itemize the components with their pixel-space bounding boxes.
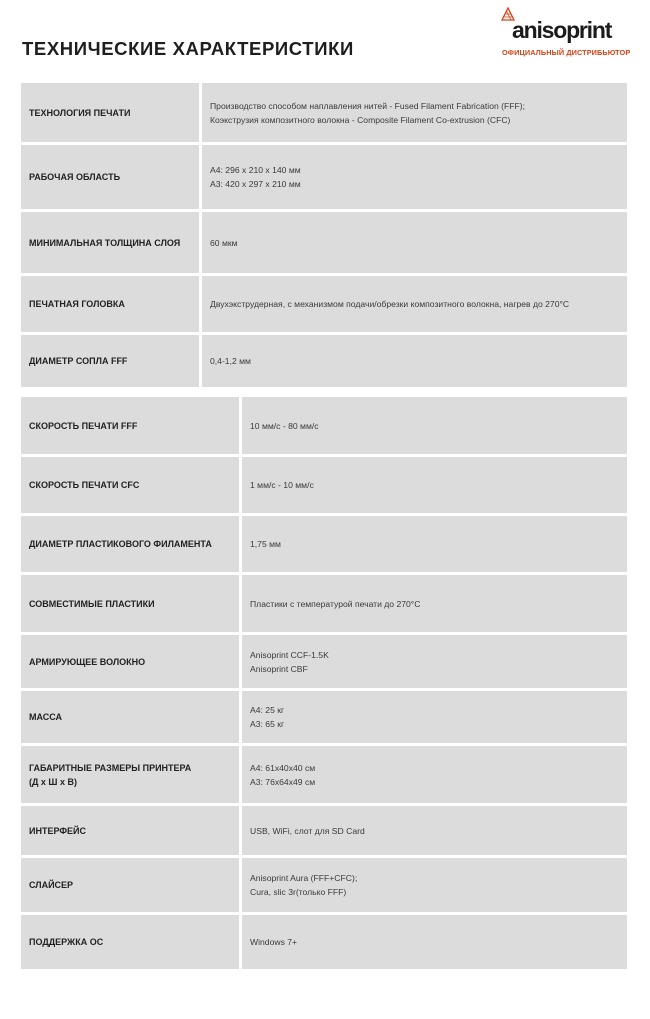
spec-row (21, 575, 627, 635)
spec-label: ГАБАРИТНЫЕ РАЗМЕРЫ ПРИНТЕРА (Д x Ш x В) (21, 746, 239, 803)
spec-label: АРМИРУЮЩЕЕ ВОЛОКНО (21, 635, 239, 688)
specs-table-1 (21, 83, 627, 390)
spec-value: A4: 296 x 210 x 140 мм A3: 420 x 297 x 210 мм (202, 145, 627, 209)
spec-label: ДИАМЕТР ПЛАСТИКОВОГО ФИЛАМЕНТА (21, 516, 239, 572)
spec-label: ИНТЕРФЕЙС (21, 806, 239, 855)
spec-row (21, 335, 627, 390)
spec-row (21, 397, 627, 457)
spec-row (21, 858, 627, 915)
spec-value: 1 мм/с - 10 мм/с (242, 457, 627, 513)
brand-name: anisoprint (512, 17, 612, 43)
spec-row (21, 457, 627, 516)
spec-value: USB, WiFi, слот для SD Card (242, 806, 627, 855)
spec-label: РАБОЧАЯ ОБЛАСТЬ (21, 145, 199, 209)
spec-value: Двухэкструдерная, с механизмом подачи/обрезки композитного волокна, нагрев до 270°С (202, 276, 627, 332)
spec-value: Anisoprint CCF-1.5K Anisoprint CBF (242, 635, 627, 688)
spec-row (21, 806, 627, 858)
spec-row (21, 746, 627, 806)
spec-value: Windows 7+ (242, 915, 627, 969)
specs-table-2 (21, 397, 627, 972)
spec-row (21, 915, 627, 972)
spec-label: СКОРОСТЬ ПЕЧАТИ FFF (21, 397, 239, 454)
spec-label: ПЕЧАТНАЯ ГОЛОВКА (21, 276, 199, 332)
spec-value: 1,75 мм (242, 516, 627, 572)
spec-row (21, 83, 627, 145)
spec-label: СОВМЕСТИМЫЕ ПЛАСТИКИ (21, 575, 239, 632)
spec-value: 0,4-1,2 мм (202, 335, 627, 387)
spec-row (21, 145, 627, 212)
spec-value: A4: 61x40x40 см A3: 76x64x49 см (242, 746, 627, 803)
spec-label: СКОРОСТЬ ПЕЧАТИ CFC (21, 457, 239, 513)
spec-value: Производство способом наплавления нитей - Fused Filament Fabrication (FFF); Коэкструзия композитного волокна - Composite Filament Co-extrusion (CFC) (202, 83, 627, 142)
spec-row (21, 635, 627, 691)
spec-row (21, 212, 627, 276)
spec-value: Пластики с температурой печати до 270°С (242, 575, 627, 632)
spec-value: A4: 25 кг A3: 65 кг (242, 691, 627, 743)
spec-row (21, 276, 627, 335)
spec-row (21, 691, 627, 746)
spec-label: ПОДДЕРЖКА ОС (21, 915, 239, 969)
spec-label: СЛАЙСЕР (21, 858, 239, 912)
spec-label: МАССА (21, 691, 239, 743)
spec-value: Anisoprint Aura (FFF+CFC); Cura, slic 3r(только FFF) (242, 858, 627, 912)
brand-logo (500, 6, 630, 62)
spec-label: ТЕХНОЛОГИЯ ПЕЧАТИ (21, 83, 199, 142)
spec-value: 60 мкм (202, 212, 627, 273)
brand-subtitle: ОФИЦИАЛЬНЫЙ ДИСТРИБЬЮТОР (502, 48, 631, 57)
page-title: ТЕХНИЧЕСКИЕ ХАРАКТЕРИСТИКИ (22, 38, 354, 59)
spec-label: ДИАМЕТР СОПЛА FFF (21, 335, 199, 387)
spec-row (21, 516, 627, 575)
spec-label: МИНИМАЛЬНАЯ ТОЛЩИНА СЛОЯ (21, 212, 199, 273)
spec-value: 10 мм/с - 80 мм/с (242, 397, 627, 454)
